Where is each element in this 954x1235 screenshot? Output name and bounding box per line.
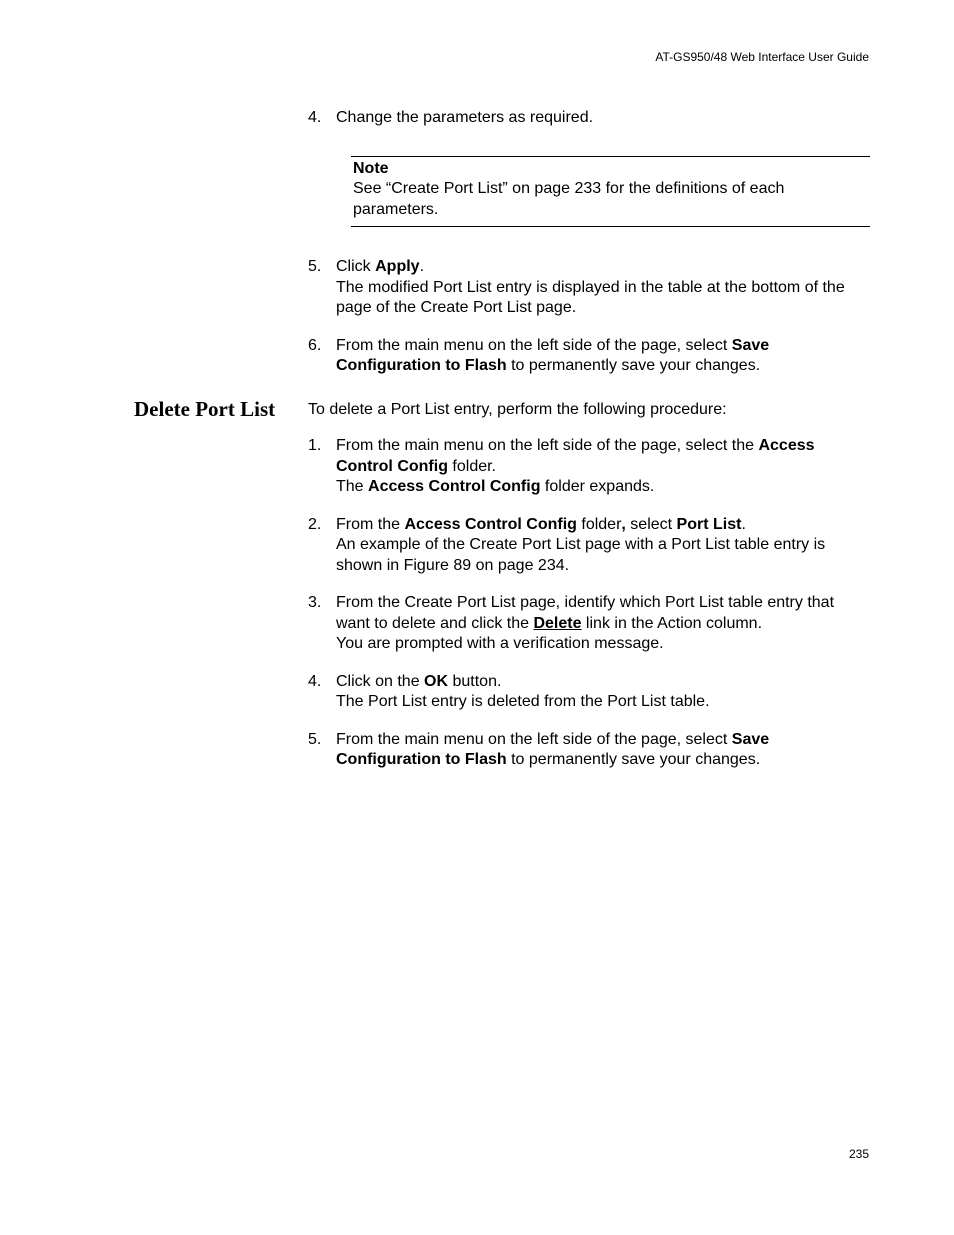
- step-text: [336, 336, 870, 377]
- text-run: The: [336, 478, 369, 495]
- step-result: The modified Port List entry is displayed in the table at the bottom of the page of the Create Port List page.: [336, 278, 845, 316]
- page-number: 235: [848, 1147, 869, 1161]
- step-text: [336, 593, 870, 655]
- step-4-top: [308, 108, 870, 129]
- step-number: 4.: [308, 672, 322, 690]
- text-run: From the main menu on the left side of the page, select: [336, 730, 732, 748]
- save-config-label: Save Configuration to Flash: [336, 336, 770, 374]
- delete-step-1: [308, 436, 870, 498]
- access-control-config-label: Access Control Config: [368, 478, 541, 495]
- text-run: folder expands.: [540, 478, 655, 495]
- delete-step-2: [308, 515, 870, 577]
- text-run: folder.: [447, 457, 496, 475]
- section-intro: To delete a Port List entry, perform the following procedure:: [308, 400, 727, 418]
- step-6-top: [308, 336, 870, 377]
- text-run: From the main menu on the left side of the page, select the: [336, 437, 759, 454]
- text-run: .: [419, 258, 425, 275]
- save-config-label: Save Configuration to Flash: [336, 730, 770, 768]
- apply-label: Apply: [375, 258, 420, 275]
- step-number: 6.: [308, 336, 322, 354]
- step-number: 2.: [308, 515, 322, 533]
- step-text: [336, 672, 870, 713]
- step-number: 5.: [308, 730, 322, 748]
- step-text: Change the parameters as required.: [336, 109, 594, 126]
- note-box: [351, 156, 870, 228]
- text-run: From the: [336, 515, 405, 533]
- step-result: An example of the Create Port List page with a Port List table entry is shown in Figure 89 on page 234.: [336, 536, 826, 574]
- port-list-label: Port List: [676, 515, 742, 533]
- comma: ,: [621, 515, 626, 533]
- text-run: to permanently save your changes.: [506, 751, 761, 768]
- step-result: You are prompted with a verification message.: [336, 635, 664, 652]
- text-run: to permanently save your changes.: [506, 357, 761, 374]
- delete-step-3: [308, 593, 870, 655]
- text-run: From the main menu on the left side of the page, select: [336, 336, 732, 354]
- ok-label: OK: [424, 672, 449, 690]
- step-text: [336, 436, 870, 498]
- delete-link-label: Delete: [533, 614, 582, 632]
- delete-step-4: [308, 672, 870, 713]
- running-header: AT-GS950/48 Web Interface User Guide: [655, 50, 869, 64]
- text-run: folder: [576, 515, 622, 533]
- step-number: 4.: [308, 109, 322, 126]
- step-text: [336, 257, 870, 319]
- access-control-config-label: Access Control Config: [336, 437, 815, 475]
- text-run: select: [625, 515, 677, 533]
- step-5-top: [308, 257, 870, 319]
- text-run: Click on the: [336, 672, 425, 690]
- text-run: link in the Action column.: [581, 614, 763, 632]
- step-text: [336, 730, 870, 771]
- note-title: Note: [353, 159, 389, 177]
- section-heading: Delete Port List: [134, 396, 276, 421]
- text-run: Click: [336, 258, 376, 275]
- step-number: 1.: [308, 437, 322, 454]
- note-text: See “Create Port List” on page 233 for the definitions of each parameters.: [353, 180, 785, 218]
- text-run: From the Create Port List page, identify which Port List table entry that want to delete and click the: [336, 594, 835, 632]
- delete-port-list-section: [134, 396, 870, 771]
- access-control-config-label: Access Control Config: [404, 515, 577, 533]
- step-text: [336, 515, 870, 577]
- text-run: .: [741, 515, 746, 533]
- step-number: 3.: [308, 594, 322, 611]
- step-result: The Port List entry is deleted from the Port List table.: [336, 693, 710, 710]
- delete-step-5: [308, 730, 870, 771]
- page-content: [134, 108, 870, 788]
- text-run: button.: [448, 672, 502, 690]
- step-number: 5.: [308, 258, 322, 275]
